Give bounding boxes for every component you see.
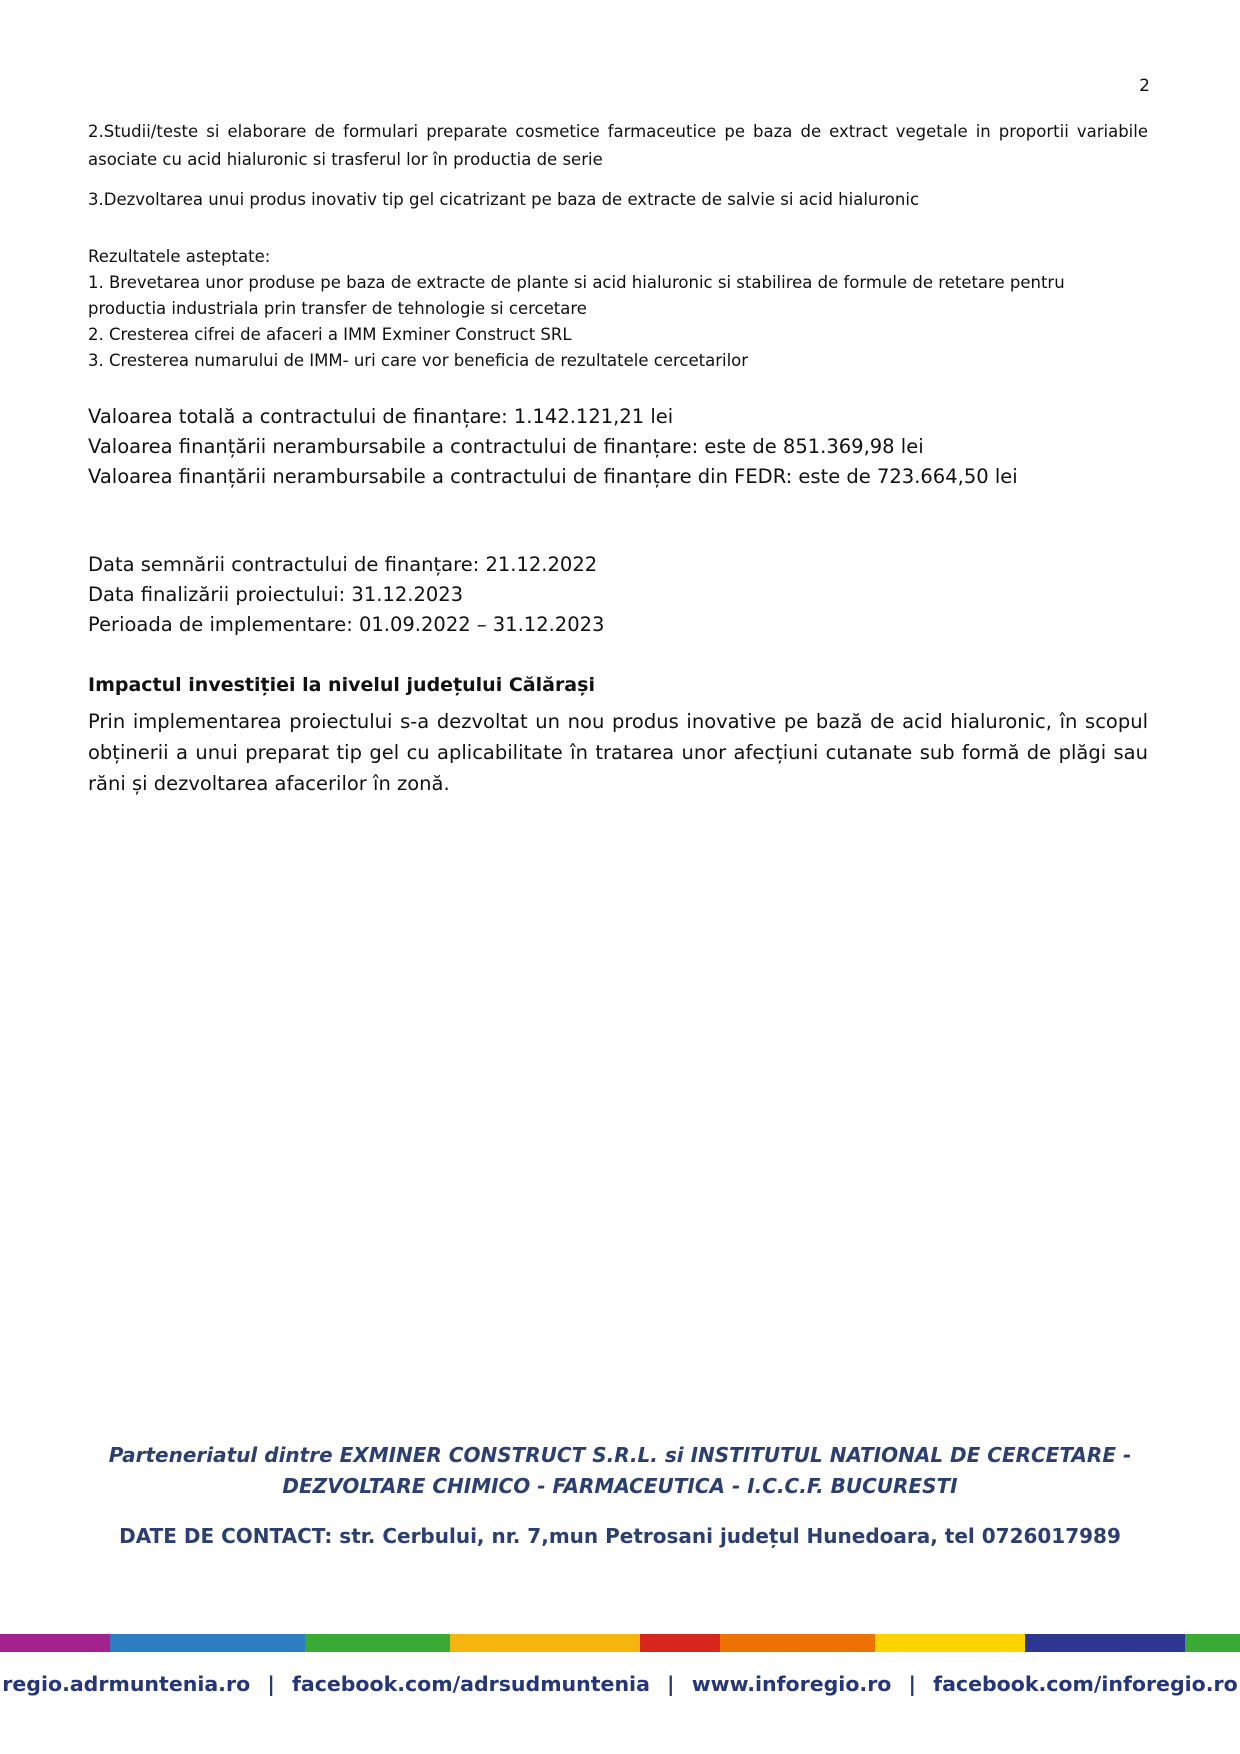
project-dates: [88, 550, 1148, 640]
link-facebook-adrsudmuntenia[interactable]: facebook.com/adrsudmuntenia: [291, 1672, 650, 1696]
link-separator: |: [667, 1672, 675, 1696]
result-item: 3. Cresterea numarului de IMM- uri care vor beneficia de rezultatele cercetarilor: [88, 351, 749, 370]
partnership-line-2: DEZVOLTARE CHIMICO - FARMACEUTICA - I.C.C.F. BUCURESTI: [282, 1474, 958, 1498]
page-number: 2: [1139, 76, 1150, 96]
document-body: [88, 118, 1148, 799]
stripe-segment: [1025, 1634, 1185, 1652]
impact-heading: Impactul investiției la nivelul județului Călărași: [88, 674, 595, 696]
link-separator: |: [908, 1672, 917, 1696]
implementation-period: Perioada de implementare: 01.09.2022 – 31.12.2023: [88, 613, 605, 636]
link-separator: |: [267, 1672, 275, 1696]
objective-3: 3.Dezvoltarea unui produs inovativ tip gel cicatrizant pe baza de extracte de salvie si acid hialuronic: [88, 190, 920, 209]
stripe-segment: [0, 1634, 110, 1652]
bottom-links: [0, 1672, 1240, 1696]
nonrefundable-value: Valoarea finanțării nerambursabile a contractului de finanțare: este de 851.369,98 lei: [88, 435, 924, 458]
stripe-segment: [640, 1634, 720, 1652]
link-regio-adrmuntenia[interactable]: regio.adrmuntenia.ro: [2, 1672, 251, 1696]
contact-details: DATE DE CONTACT: str. Cerbului, nr. 7,mun Petrosani județul Hunedoara, tel 0726017989: [119, 1524, 1121, 1548]
stripe-segment: [450, 1634, 640, 1652]
results-heading: Rezultatele asteptate:: [88, 247, 271, 266]
partnership-line-1: Parteneriatul dintre EXMINER CONSTRUCT S.R.L. si INSTITUTUL NATIONAL DE CERCETARE -: [108, 1443, 1132, 1467]
stripe-segment: [1185, 1634, 1240, 1652]
result-item: 1. Brevetarea unor produse pe baza de extracte de plante si acid hialuronic si stabilirea de formule de retetare pentru productia industriala prin transfer de tehnologie si cercetare: [88, 273, 1065, 318]
stripe-segment: [305, 1634, 450, 1652]
link-facebook-inforegio[interactable]: facebook.com/inforegio.ro: [933, 1672, 1238, 1696]
completion-date: Data finalizării proiectului: 31.12.2023: [88, 583, 464, 606]
fedr-value: Valoarea finanțării nerambursabile a contractului de finanțare din FEDR: este de 723.664,50 lei: [88, 465, 1018, 488]
total-value: Valoarea totală a contractului de finanțare: 1.142.121,21 lei: [88, 405, 674, 428]
objective-2: 2.Studii/teste si elaborare de formulari preparate cosmetice farmaceutice pe baza de extract vegetale in proportii variabile asociate cu acid hialuronic si trasferul lor în productia de serie: [88, 122, 1148, 169]
stripe-segment: [720, 1634, 875, 1652]
stripe-segment: [875, 1634, 1025, 1652]
footer: [0, 1440, 1240, 1548]
link-inforegio[interactable]: www.inforegio.ro: [691, 1672, 892, 1696]
expected-results: [88, 244, 1148, 374]
color-stripe: [0, 1634, 1240, 1652]
impact-text: Prin implementarea proiectului s-a dezvoltat un nou produs inovative pe bază de acid hialuronic, în scopul obținerii a unui preparat tip gel cu aplicabilitate în tratarea unor afecțiuni cutanate sub formă de plăgi sau răni și dezvoltarea afacerilor în zonă.: [88, 710, 1148, 795]
stripe-segment: [110, 1634, 305, 1652]
financing-values: [88, 402, 1148, 492]
signing-date: Data semnării contractului de finanțare: 21.12.2022: [88, 553, 598, 576]
result-item: 2. Cresterea cifrei de afaceri a IMM Exminer Construct SRL: [88, 325, 572, 344]
